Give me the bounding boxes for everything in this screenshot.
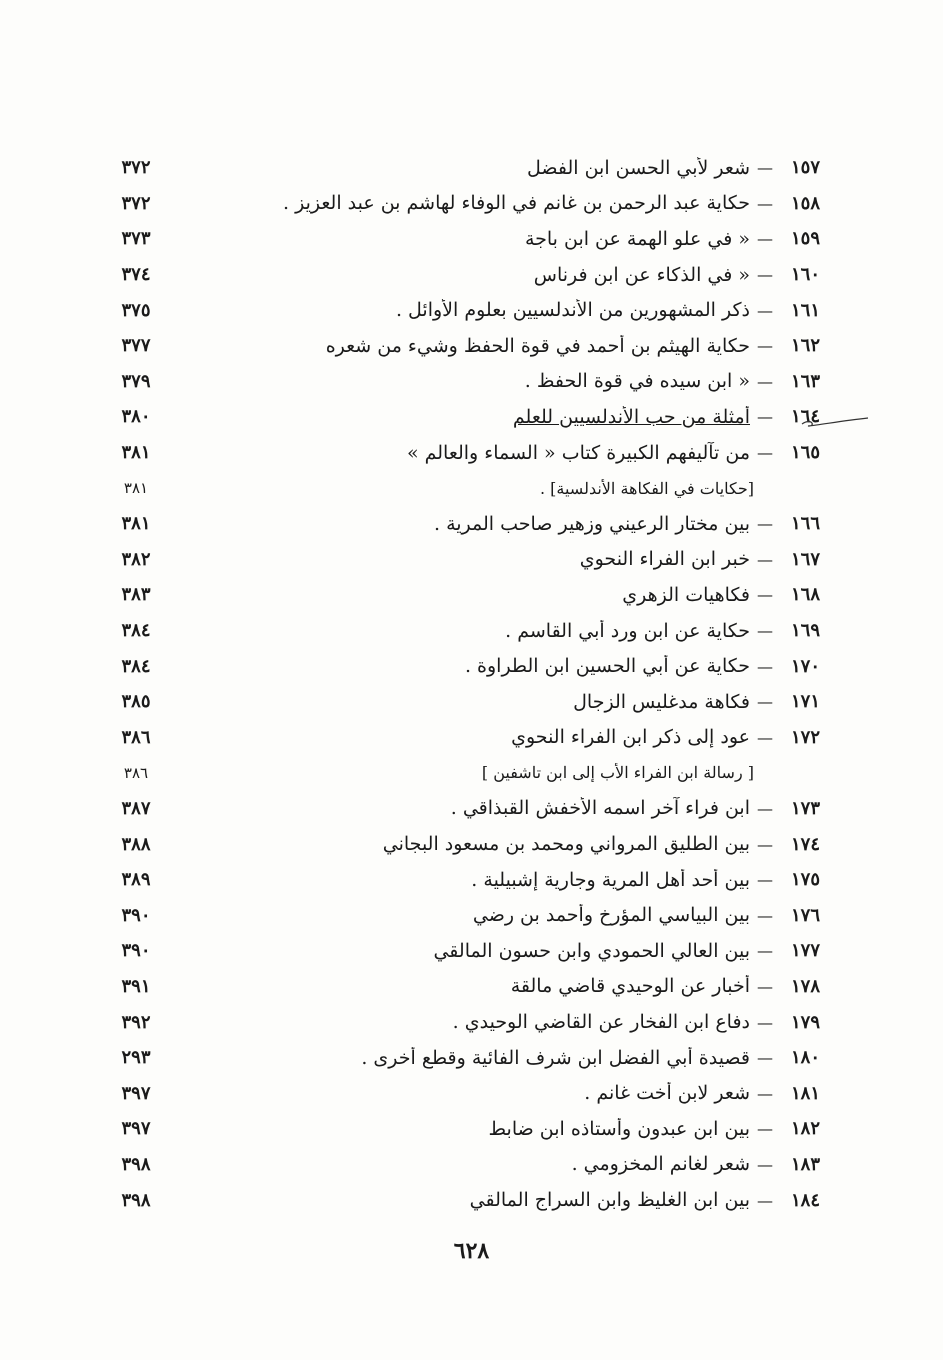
entry-page: ٣٧٢ [121, 192, 151, 214]
toc-entry [110, 648, 820, 684]
entry-dash: — [757, 1119, 773, 1139]
toc-entry [110, 1075, 820, 1111]
entry-title: أخبار عن الوحيدي قاضي مالقة [510, 975, 750, 998]
entry-title: أمثلة من حب الأندلسيين للعلم [512, 405, 750, 428]
toc-entry [110, 862, 820, 898]
entry-dash: — [757, 834, 773, 854]
toc-entry [110, 933, 820, 969]
toc-entry [110, 1182, 820, 1218]
entry-number: ١٨١ [790, 1082, 820, 1104]
entry-page: ٣٩٠ [121, 940, 151, 962]
toc-entry [110, 1111, 820, 1147]
entry-dash: — [757, 727, 773, 747]
entry-number: ١٧٣ [790, 797, 820, 819]
entry-page: ٣٨٨ [121, 833, 151, 855]
entry-page: ٣٩٠ [121, 904, 151, 926]
entry-page: ٣٨٤ [121, 620, 151, 642]
toc-entry [110, 292, 820, 328]
page-number: ٦٢٨ [453, 1238, 490, 1264]
toc-entry [110, 613, 820, 649]
entry-number: ١٦٧ [790, 548, 820, 570]
entry-dash: — [757, 585, 773, 605]
entry-title: بين ابن الغليظ وابن السراج المالقي [469, 1189, 750, 1212]
entry-dash: — [757, 443, 773, 463]
entry-page: ٣٨٥ [121, 691, 151, 713]
entry-page: ٣٩٨ [121, 1153, 151, 1175]
entry-title: ابن فراء آخر اسمه الأخفش القبذاقي . [450, 797, 750, 820]
entry-title: حكاية الهيثم بن أحمد في قوة الحفظ وشيء من شعره [325, 334, 750, 357]
entry-page: ٣٩٢ [121, 1011, 151, 1033]
entry-title: خبر ابن الفراء النحوي [579, 548, 750, 571]
entry-title: بين مختار الرعيني وزهير صاحب المرية . [433, 512, 750, 535]
entry-dash: — [757, 265, 773, 285]
entry-page: ٣٨١ [123, 479, 149, 498]
entry-page: ٣٨٤ [121, 655, 151, 677]
entry-title: بين البياسي المؤرخ وأحمد بن رضي [472, 904, 750, 927]
entry-number: ١٧٧ [790, 940, 820, 962]
entry-page: ٣٧٢ [121, 157, 151, 179]
entry-title: بين ابن عبدون وأستاذه ابن ضابط [488, 1117, 750, 1140]
entry-page: ٣٧٧ [121, 335, 151, 357]
toc-entry [110, 506, 820, 542]
entry-number: ١٨٠ [790, 1047, 820, 1069]
entry-dash: — [757, 905, 773, 925]
toc-entry [110, 257, 820, 293]
entry-number: ١٧٦ [790, 904, 820, 926]
toc-entry [110, 791, 820, 827]
entry-title: شعر لغانم المخزومي . [571, 1153, 750, 1176]
entry-number: ١٥٨ [790, 192, 820, 214]
entry-page: ٣٧٤ [121, 264, 151, 286]
entry-number: ١٦٩ [790, 620, 820, 642]
toc-entry [110, 1147, 820, 1183]
entry-title: دفاع ابن الفخار عن القاضي الوحيدي . [452, 1011, 750, 1034]
entry-title: شعر لأبي الحسن ابن الفضل [526, 156, 750, 179]
entry-page: ٣٩٨ [121, 1189, 151, 1211]
entry-title: فكاهة مدغليس الزجال [573, 690, 750, 713]
toc-entry [110, 1004, 820, 1040]
toc-entry [110, 969, 820, 1005]
entry-number: ١٥٩ [790, 228, 820, 250]
toc-entry [110, 435, 820, 471]
entry-page: ٣٨٧ [121, 797, 151, 819]
entry-number: ١٦٥ [790, 442, 820, 464]
entry-title: شعر لابن أخت غانم . [584, 1082, 750, 1105]
entry-dash: — [757, 870, 773, 890]
entry-dash: — [757, 1154, 773, 1174]
entry-dash: — [757, 193, 773, 213]
entry-dash: — [757, 158, 773, 178]
entry-page: ٣٨٦ [121, 726, 151, 748]
toc-entry [110, 826, 820, 862]
entry-page: ٣٨١ [121, 513, 151, 535]
entry-page: ٣٧٩ [121, 370, 151, 392]
entry-page: ٣٧٥ [121, 299, 151, 321]
entry-page: ٣٨٩ [121, 869, 151, 891]
entry-number: ١٧١ [790, 691, 820, 713]
entry-title: من تآليفهم الكبيرة كتاب « السماء والعالم » [406, 441, 750, 464]
entry-dash: — [757, 1048, 773, 1068]
entry-title: بين أحد أهل المرية وجارية إشبيلية . [471, 868, 750, 891]
entry-dash: — [757, 300, 773, 320]
entry-title: « ابن سيده في قوة الحفظ . [524, 370, 750, 393]
entry-number: ١٧٥ [790, 869, 820, 891]
entry-page: ٣٨٢ [121, 548, 151, 570]
entry-number: ١٨٢ [790, 1118, 820, 1140]
entry-page: ٣٩١ [121, 975, 151, 997]
toc-entry [110, 577, 820, 613]
entry-number: ١٦٦ [790, 513, 820, 535]
entry-dash: — [757, 692, 773, 712]
entry-page: ٢٩٣ [121, 1047, 151, 1069]
entry-number: ١٦٨ [790, 584, 820, 606]
entry-number: ١٦٢ [790, 335, 820, 357]
toc-entry [110, 328, 820, 364]
entry-number: ١٧٢ [790, 726, 820, 748]
toc-subheading [110, 755, 820, 791]
entry-dash: — [757, 1190, 773, 1210]
entry-dash: — [757, 621, 773, 641]
entry-number: ١٦٣ [790, 370, 820, 392]
entry-title: « في علو الهمة عن ابن باجة [524, 227, 750, 250]
entry-dash: — [757, 407, 773, 427]
entry-dash: — [757, 656, 773, 676]
entry-number: ١٦١ [790, 299, 820, 321]
entry-dash: — [757, 371, 773, 391]
entry-title: [ رسالة ابن الفراء الأب إلى ابن تاشفين ] [481, 763, 754, 783]
entry-page: ٣٩٧ [121, 1118, 151, 1140]
entry-dash: — [757, 229, 773, 249]
entry-number: ١٧٨ [790, 975, 820, 997]
pen-mark [800, 415, 870, 429]
toc-entry [110, 542, 820, 578]
toc-entry [110, 221, 820, 257]
entry-title: ذكر المشهورين من الأندلسيين بعلوم الأوائل . [395, 299, 750, 322]
entry-page: ٣٨٣ [121, 584, 151, 606]
entry-title: فكاهيات الزهري [622, 583, 750, 606]
toc-entry [110, 399, 820, 435]
entry-title: [حكايات في الفكاهة الأندلسية] . [539, 478, 754, 498]
entry-number: ١٧٠ [790, 655, 820, 677]
entry-number: ١٨٤ [790, 1189, 820, 1211]
entry-title: بين العالي الحمودي وابن حسون المالقي [433, 939, 750, 962]
entry-dash: — [757, 336, 773, 356]
entry-number: ١٦٠ [790, 264, 820, 286]
entry-dash: — [757, 514, 773, 534]
entry-title: عود إلى ذكر ابن الفراء النحوي [511, 726, 750, 749]
entry-title: حكاية عبد الرحمن بن غانم في الوفاء لهاشم بن عبد العزيز . [283, 192, 750, 215]
entry-number: ١٥٧ [790, 157, 820, 179]
toc-entry [110, 364, 820, 400]
entry-page: ٣٨٠ [121, 406, 151, 428]
entry-page: ٣٨٦ [123, 763, 149, 782]
entry-number: ١٨٣ [790, 1153, 820, 1175]
toc-subheading [110, 470, 820, 506]
entry-number: ١٦٤ [790, 406, 820, 428]
entry-dash: — [757, 549, 773, 569]
entry-dash: — [757, 1012, 773, 1032]
entry-dash: — [757, 976, 773, 996]
entry-dash: — [757, 1083, 773, 1103]
entry-dash: — [757, 798, 773, 818]
entry-page: ٣٧٣ [121, 228, 151, 250]
entry-title: بين الطليق المرواني ومحمد بن مسعود البجاني [382, 833, 750, 856]
entry-number: ١٧٩ [790, 1011, 820, 1033]
toc-entry [110, 1040, 820, 1076]
entry-title: حكاية عن أبي الحسين ابن الطراوة . [464, 655, 750, 678]
toc-entry [110, 150, 820, 186]
entry-page: ٣٨١ [121, 442, 151, 464]
entry-title: قصيدة أبي الفضل ابن شرف الفائية وقطع أخرى . [361, 1046, 750, 1069]
table-of-contents [110, 150, 820, 1218]
entry-title: حكاية عن ابن ورد أبي القاسم . [505, 619, 750, 642]
toc-entry [110, 897, 820, 933]
entry-title: « في الذكاء عن ابن فرناس [533, 263, 750, 286]
entry-number: ١٧٤ [790, 833, 820, 855]
entry-dash: — [757, 941, 773, 961]
entry-page: ٣٩٧ [121, 1082, 151, 1104]
toc-entry [110, 684, 820, 720]
toc-entry [110, 186, 820, 222]
toc-entry [110, 720, 820, 756]
